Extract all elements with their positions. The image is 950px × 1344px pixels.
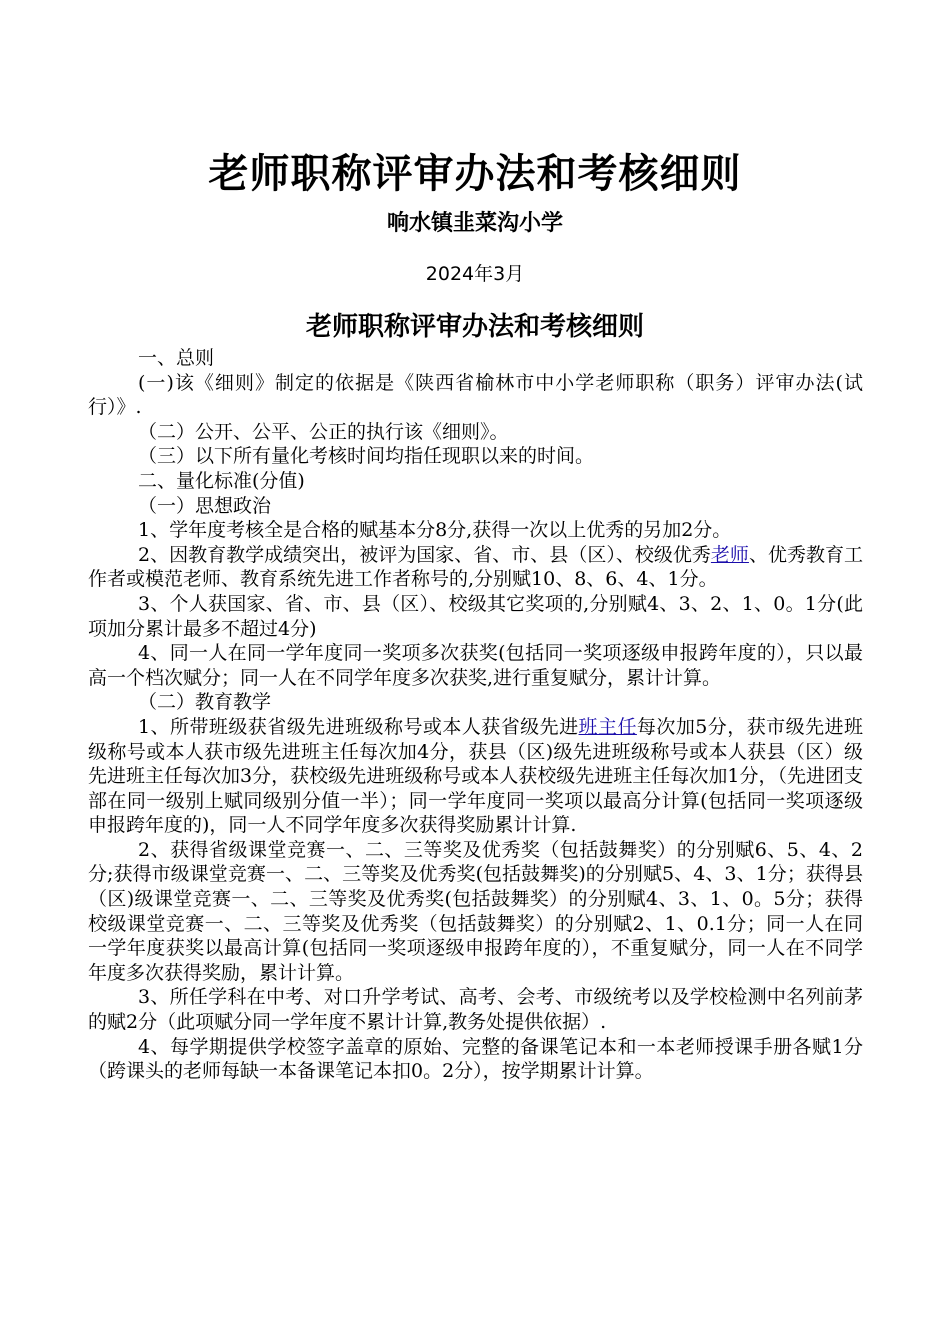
paragraph-political-2-end: 、优秀教育工作者或模范老师、教育系统先进工作者称号的,分别赋10、8、6、4、1分。 — [88, 543, 863, 591]
paragraph-teaching-1 — [88, 715, 863, 838]
document-body — [88, 346, 863, 1084]
paragraph-political-2-start: 2、因教育教学成绩突出，被评为国家、省、市、县（区）、校级优秀 — [138, 543, 711, 566]
paragraph-general-1: (一)该《细则》制定的依据是《陕西省榆林市中小学老师职称（职务）评审办法(试行）》. — [88, 371, 863, 419]
paragraph-political-2 — [88, 543, 863, 592]
paragraph-political-1: 1、学年度考核全是合格的赋基本分8分,获得一次以上优秀的另加2分。 — [138, 519, 732, 542]
paragraph-teaching-1-end: 每次加5分，获市级先进班级称号或本人获市级先进班主任每次加4分，获县（区)级先进班级称号或本人获县（区）级先进班主任每次加3分，获校级先进班级称号或本人获校级先进班主任每次加1分，（先进团支部在同一级别上赋同级别分值一半）；同一学年度同一奖项以最高分计算(包括同一奖项逐级申报跨年度的)，同一人不同学年度多次获得奖励累计计算. — [88, 715, 863, 837]
link-teacher[interactable]: 老师 — [710, 543, 749, 566]
school-name: 响水镇韭菜沟小学 — [386, 211, 563, 236]
section-heading-quantification: 二、量化标准(分值) — [138, 469, 305, 492]
paragraph-political-3: 3、个人获国家、省、市、县（区）、校级其它奖项的,分别赋4、3、2、1、0。1分(此项加分累计最多不超过4分) — [88, 592, 863, 640]
subsection-heading-political: （一）思想政治 — [138, 494, 272, 517]
document-title: 老师职称评审办法和考核细则 — [208, 150, 742, 197]
document-subtitle: 老师职称评审办法和考核细则 — [305, 312, 644, 342]
document-date: 2024年3月 — [425, 263, 525, 285]
paragraph-general-2: （二）公开、公平、公正的执行该《细则》。 — [138, 420, 509, 443]
section-heading-general: 一、总则 — [138, 347, 215, 369]
paragraph-teaching-3: 3、所任学科在中考、对口升学考试、高考、会考、市级统考以及学校检测中名列前茅的赋2分（此项赋分同一学年度不累计计算,教务处提供依据）. — [88, 986, 863, 1034]
link-head-teacher[interactable]: 班主任 — [578, 715, 637, 738]
paragraph-teaching-2: 2、获得省级课堂竞赛一、二、三等奖及优秀奖（包括鼓舞奖）的分别赋6、5、4、2分;获得市级课堂竞赛一、二、三等奖及优秀奖(包括鼓舞奖)的分别赋5、4、3、1分；获得县（区)级课堂竞赛一、二、三等奖及优秀奖(包括鼓舞奖）的分别赋4、3、1、0。5分；获得校级课堂竞赛一、二、三等奖及优秀奖（包括鼓舞奖）的分别赋2、1、0.1分；同一人在同一学年度获奖以最高计算(包括同一奖项逐级申报跨年度的），不重复赋分，同一人在不同学年度多次获得奖励，累计计算。 — [88, 838, 863, 984]
paragraph-teaching-4: 4、每学期提供学校签字盖章的原始、完整的备课笔记本和一本老师授课手册各赋1分（跨课头的老师每缺一本备课笔记本扣0。2分），按学期累计计算。 — [88, 1035, 863, 1083]
subsection-heading-teaching: （二）教育教学 — [138, 691, 272, 714]
paragraph-teaching-1-start: 1、所带班级获省级先进班级称号或本人获省级先进 — [138, 715, 579, 738]
paragraph-political-4: 4、同一人在同一学年度同一奖项多次获奖(包括同一奖项逐级申报跨年度的），只以最高一个档次赋分；同一人在不同学年度多次获奖,进行重复赋分，累计计算。 — [88, 642, 863, 689]
paragraph-general-3: （三）以下所有量化考核时间均指任现职以来的时间。 — [138, 445, 595, 468]
